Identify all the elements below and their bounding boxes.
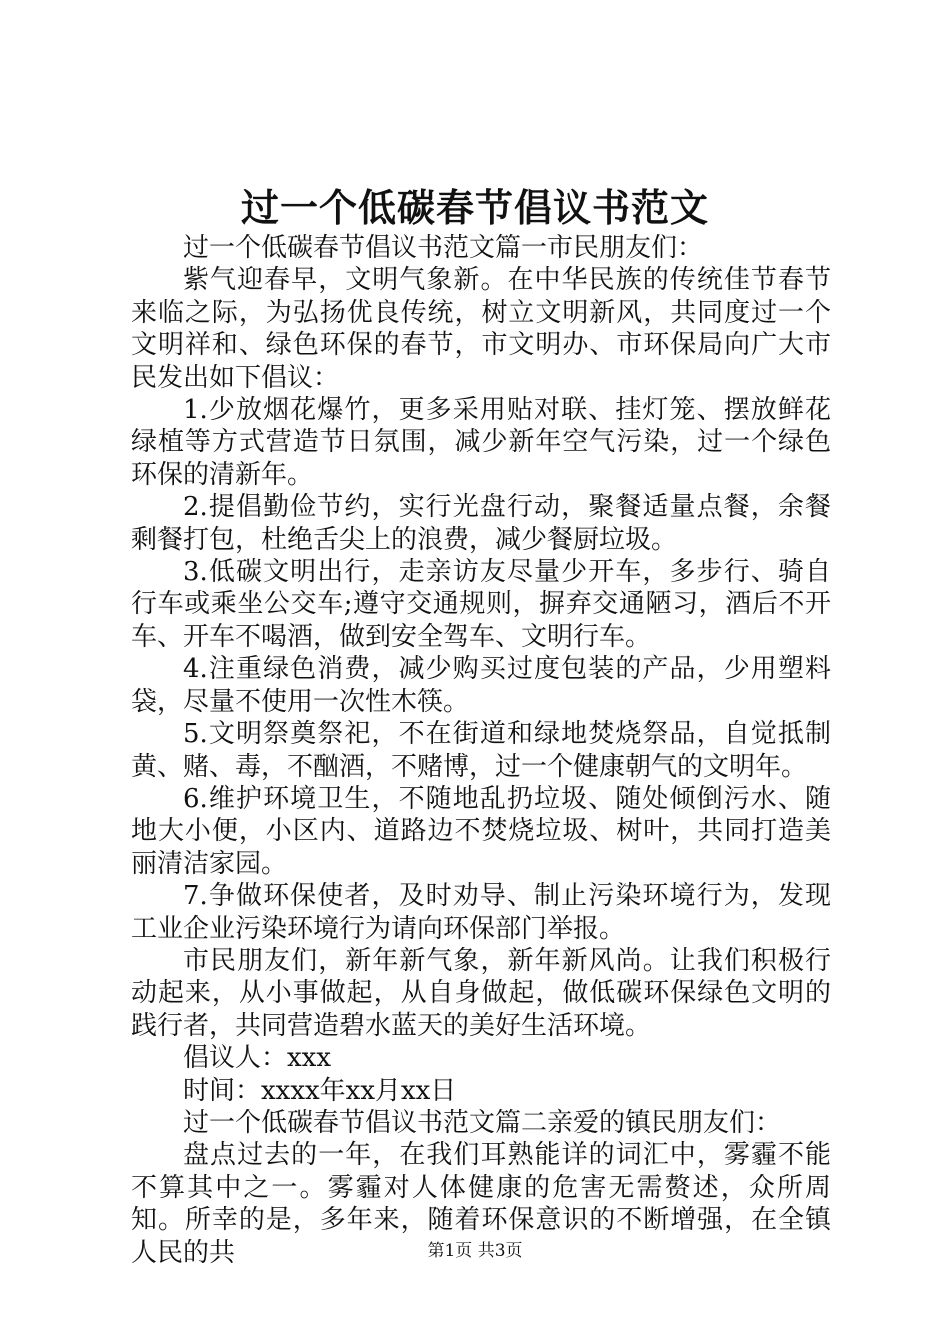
paragraph-7: 5.文明祭奠祭祀，不在街道和绿地焚烧祭品，自觉抵制黄、赌、毒，不酗酒，不赌博，过一个健康朝气的文明年。: [131, 719, 831, 782]
document-title: 过一个低碳春节倡议书范文: [240, 185, 709, 230]
paragraph-10: 市民朋友们，新年新气象，新年新风尚。让我们积极行动起来，从小事做起，从自身做起，做低碳环保绿色文明的践行者，共同营造碧水蓝天的美好生活环境。: [131, 945, 831, 1041]
paragraph-12: 时间：xxxx年xx月xx日: [183, 1075, 457, 1106]
paragraph-13: 过一个低碳春节倡议书范文篇二亲爱的镇民朋友们：: [183, 1107, 782, 1138]
paragraph-14: 盘点过去的一年，在我们耳熟能详的词汇中，雾霾不能不算其中之一。雾霾对人体健康的危害无需赘述，众所周知。所幸的是，多年来，随着环保意识的不断增强，在全镇人民的共: [131, 1140, 831, 1268]
page-footer: 第1页 共3页: [427, 1241, 523, 1261]
paragraph-11: 倡议人：xxx: [183, 1043, 331, 1074]
paragraph-3: 1.少放烟花爆竹，更多采用贴对联、挂灯笼、摆放鲜花绿植等方式营造节日氛围，减少新年空气污染，过一个绿色环保的清新年。: [131, 395, 831, 490]
paragraph-4: 2.提倡勤俭节约，实行光盘行动，聚餐适量点餐，余餐剩餐打包，杜绝舌尖上的浪费，减少餐厨垃圾。: [131, 492, 831, 555]
paragraph-1: 过一个低碳春节倡议书范文篇一市民朋友们：: [183, 233, 704, 263]
paragraph-9: 7.争做环保使者，及时劝导、制止污染环境行为，发现工业企业污染环境行为请向环保部门举报。: [131, 881, 831, 944]
paragraph-2: 紫气迎春早，文明气象新。在中华民族的传统佳节春节来临之际，为弘扬优良传统，树立文明新风，共同度过一个文明祥和、绿色环保的春节，市文明办、市环保局向广大市民发出如下倡议：: [131, 265, 831, 393]
paragraph-8: 6.维护环境卫生，不随地乱扔垃圾、随处倾倒污水、随地大小便，小区内、道路边不焚烧垃圾、树叶，共同打造美丽清洁家园。: [131, 783, 831, 879]
paragraph-6: 4.注重绿色消费，减少购买过度包装的产品，少用塑料袋，尽量不使用一次性木筷。: [131, 654, 831, 717]
paragraph-5: 3.低碳文明出行，走亲访友尽量少开车，多步行、骑自行车或乘坐公交车;遵守交通规则，摒弃交通陋习，酒后不开车、开车不喝酒，做到安全驾车、文明行车。: [131, 557, 831, 652]
document-body: [131, 232, 831, 1269]
